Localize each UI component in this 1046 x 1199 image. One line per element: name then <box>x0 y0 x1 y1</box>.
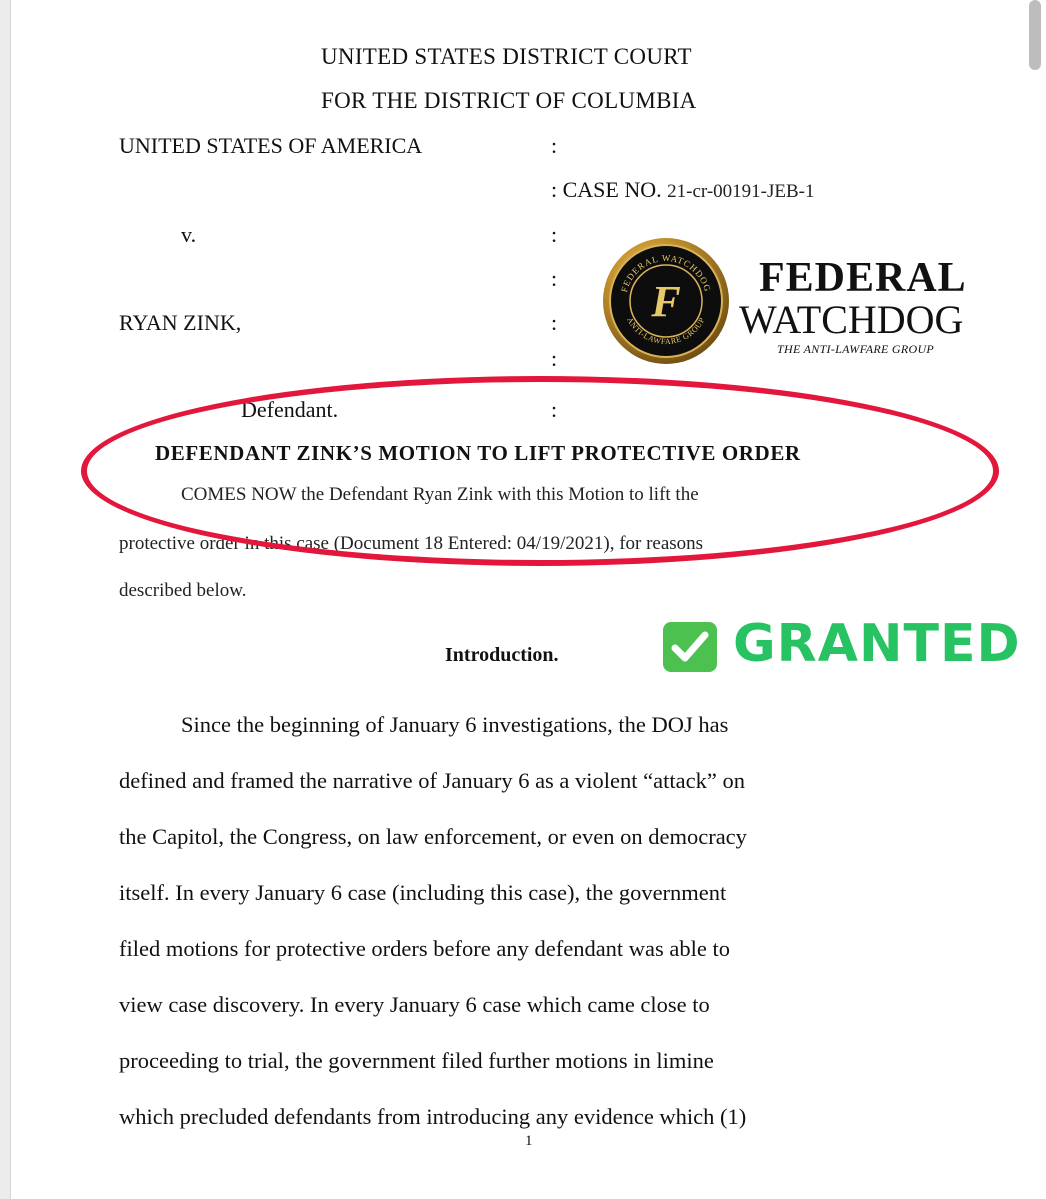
body-line: Since the beginning of January 6 investigations, the DOJ has <box>181 712 729 737</box>
court-district: FOR THE DISTRICT OF COLUMBIA <box>321 88 697 113</box>
motion-title: DEFENDANT ZINK’S MOTION TO LIFT PROTECTIVE ORDER <box>155 441 801 465</box>
caption-colon: : <box>551 133 558 158</box>
granted-label: GRANTED <box>733 614 1021 674</box>
body-line: itself. In every January 6 case (including this case), the government <box>119 880 727 905</box>
body-line: filed motions for protective orders before any defendant was able to <box>119 936 731 961</box>
motion-intro-line: COMES NOW the Defendant Ryan Zink with this Motion to lift the <box>181 484 699 505</box>
defendant-label: Defendant. <box>241 397 339 422</box>
page-number: 1 <box>525 1133 533 1149</box>
body-line: the Capitol, the Congress, on law enforcement, or even on democracy <box>119 824 747 849</box>
caption-colon: : <box>551 346 558 371</box>
check-mark-icon <box>663 622 717 672</box>
seal-letter: F <box>651 277 681 326</box>
body-line: defined and framed the narrative of January 6 as a violent “attack” on <box>119 768 745 793</box>
brand-name-line2: WATCHDOG <box>739 297 964 342</box>
case-number-label <box>551 177 815 203</box>
scrollbar-thumb[interactable] <box>1029 0 1041 70</box>
body-line: proceeding to trial, the government filed further motions in limine <box>119 1048 714 1073</box>
body-line: which precluded defendants from introducing any evidence which (1) <box>119 1104 747 1129</box>
seal-bottom-text: ANTI-LAWFARE GROUP <box>625 315 707 347</box>
highlight-ellipse <box>81 376 999 566</box>
plaintiff-name: UNITED STATES OF AMERICA <box>119 133 423 158</box>
federal-watchdog-seal-icon <box>601 236 731 366</box>
brand-tagline: THE ANTI-LAWFARE GROUP <box>777 342 935 356</box>
motion-intro-line: described below. <box>119 580 247 601</box>
caption-colon: : <box>551 222 558 247</box>
seal-top-text: FEDERAL WATCHDOG <box>619 252 713 294</box>
case-prefix: : CASE NO. <box>551 177 662 202</box>
court-name: UNITED STATES DISTRICT COURT <box>321 44 692 69</box>
caption-colon: : <box>551 397 558 422</box>
document-page <box>10 0 1046 1199</box>
brand-name-line1: FEDERAL <box>759 255 967 301</box>
body-line: view case discovery. In every January 6 case which came close to <box>119 992 710 1017</box>
versus: v. <box>181 222 197 247</box>
defendant-name: RYAN ZINK, <box>119 310 242 335</box>
caption-colon: : <box>551 310 558 335</box>
case-number: 21-cr-00191-JEB-1 <box>667 181 815 202</box>
motion-intro-line: protective order in this case (Document 18 Entered: 04/19/2021), for reasons <box>119 533 704 554</box>
section-heading: Introduction. <box>445 644 559 666</box>
caption-colon: : <box>551 266 558 291</box>
